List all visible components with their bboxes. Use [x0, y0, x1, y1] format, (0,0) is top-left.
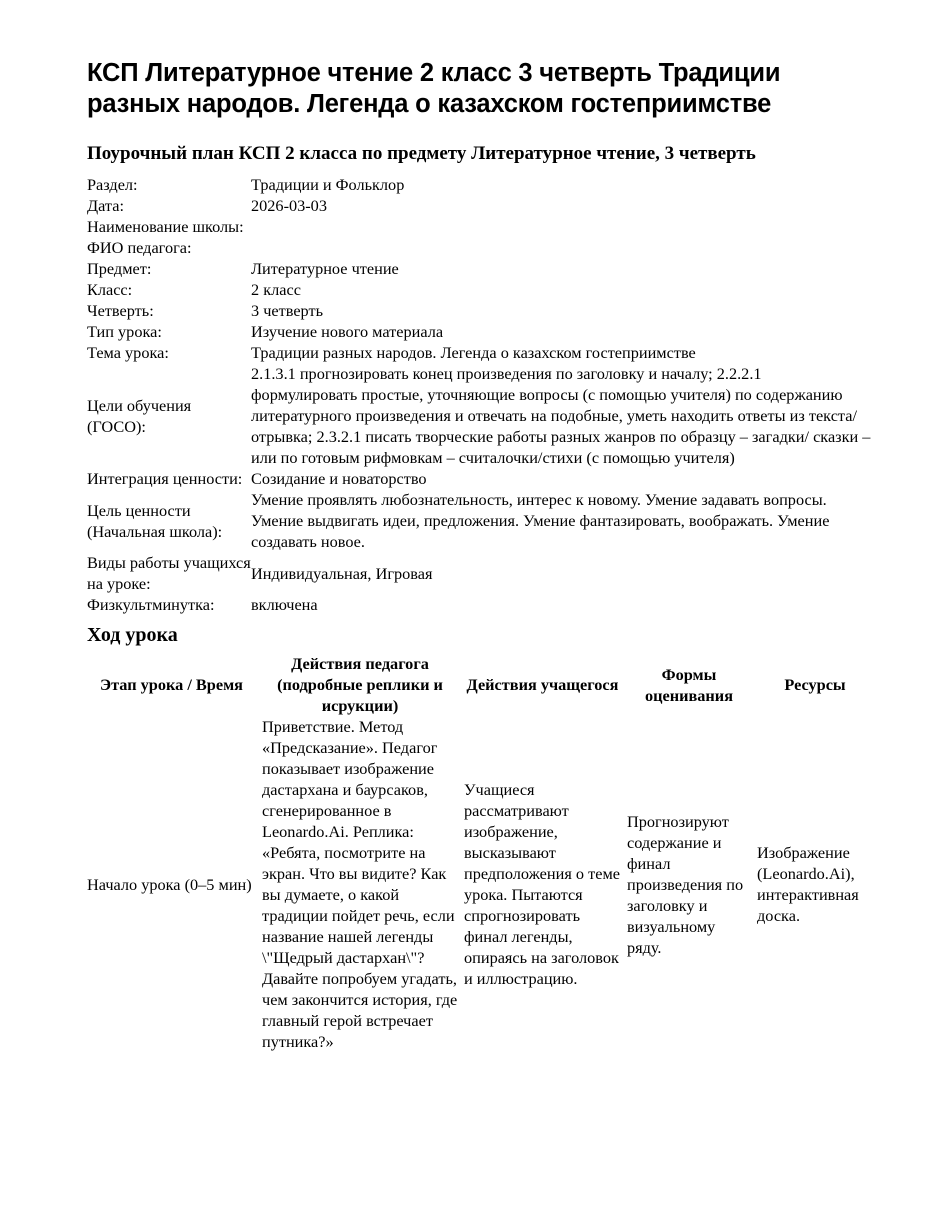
meta-row-grade — [87, 279, 871, 300]
meta-row-lesson-type — [87, 321, 871, 342]
meta-row-subject — [87, 258, 871, 279]
header-student-actions: Действия учащегося — [466, 675, 619, 694]
meta-label: Интеграция ценности: — [87, 469, 243, 488]
lesson-flow-heading: Ход урока — [87, 624, 178, 646]
meta-value: Изучение нового материала — [251, 322, 444, 341]
header-stage: Этап урока / Время — [100, 675, 243, 694]
meta-label: Тип урока: — [87, 322, 162, 341]
meta-value: Традиции разных народов. Легенда о казахском гостеприимстве — [251, 343, 696, 362]
meta-row-work-types — [87, 552, 871, 594]
meta-value: включена — [251, 595, 318, 614]
meta-row-value-integration — [87, 468, 871, 489]
meta-value: 3 четверть — [251, 301, 324, 320]
meta-row-quarter — [87, 300, 871, 321]
lesson-meta-table — [87, 174, 871, 615]
meta-label: Виды работы учащихся на уроке: — [87, 553, 251, 593]
cell-teacher-actions: Приветствие. Метод «Предсказание». Педагог показывает изображение дастархана и баурсаков, сгенерированное в Leonardo.Ai. Реплика: «Ребята, посмотрите на экран. Что вы видите? Как вы думаете, о какой традиции пойдет речь, если название нашей легенды \"Щедрый дастархан\"? Давайте попробуем угадать, чем закончится история, где главный герой встречает путника?» — [262, 717, 458, 1051]
meta-row-school — [87, 216, 871, 237]
table-row — [84, 716, 876, 1052]
meta-label: Раздел: — [87, 175, 138, 194]
meta-label: ФИО педагога: — [87, 238, 192, 257]
meta-value: Умение проявлять любознательность, интерес к новому. Умение задавать вопросы. Умение выдвигать идеи, предложения. Умение фантазировать, воображать. Умение создавать новое. — [251, 490, 830, 551]
meta-value: Традиции и Фольклор — [251, 175, 405, 194]
meta-value — [251, 237, 871, 258]
meta-label: Предмет: — [87, 259, 152, 278]
meta-value: 2026-03-03 — [251, 196, 327, 215]
meta-label: Наименование школы: — [87, 217, 244, 236]
cell-stage: Начало урока (0–5 мин) — [87, 874, 252, 894]
meta-value: Созидание и новаторство — [251, 469, 427, 488]
header-teacher-actions: Действия педагога (подробные реплики и исрукции) — [277, 654, 443, 715]
meta-label: Класс: — [87, 280, 133, 299]
meta-label: Цели обучения (ГОСО): — [87, 395, 192, 436]
meta-label: Четверть: — [87, 301, 154, 320]
meta-value: Литературное чтение — [251, 259, 399, 278]
lesson-flow-table — [84, 653, 876, 1052]
header-resources: Ресурсы — [784, 675, 846, 694]
meta-row-topic — [87, 342, 871, 363]
meta-row-date — [87, 195, 871, 216]
meta-row-teacher — [87, 237, 871, 258]
lesson-flow-header-row — [84, 653, 876, 716]
meta-label: Цель ценности (Начальная школа): — [87, 500, 223, 541]
header-assessment: Формы оценивания — [644, 664, 733, 705]
document-page — [87, 58, 877, 1052]
meta-row-value-goal — [87, 489, 871, 552]
meta-row-objectives — [87, 363, 871, 468]
meta-label: Дата: — [87, 196, 124, 215]
meta-label: Тема урока: — [87, 343, 169, 362]
meta-value — [251, 216, 871, 237]
plan-subtitle: Поурочный план КСП 2 класса по предмету Литературное чтение, 3 четверть — [87, 143, 756, 164]
document-title: КСП Литературное чтение 2 класс 3 четверть Традиции разных народов. Легенда о казахском гостеприимстве — [87, 59, 781, 118]
cell-resources: Изображение (Leonardo.Ai), интерактивная доска. — [757, 843, 859, 925]
cell-student-actions: Учащиеся рассматривают изображение, высказывают предположения о теме урока. Пытаются спрогнозировать финал легенды, опираясь на заголовок и иллюстрацию. — [464, 780, 620, 988]
meta-value: 2 класс — [251, 280, 301, 299]
meta-label: Физкультминутка: — [87, 595, 215, 614]
meta-value: Индивидуальная, Игровая — [251, 563, 433, 583]
cell-assessment: Прогнозируют содержание и финал произведения по заголовку и визуальному ряду. — [627, 811, 744, 957]
meta-row-section — [87, 174, 871, 195]
meta-row-physical-break — [87, 594, 871, 615]
meta-value: 2.1.3.1 прогнозировать конец произведения по заголовку и началу; 2.2.2.1 формулировать простые, уточняющие вопросы (с помощью учителя) по содержанию литературного произведения и отвечать на подобные, уметь находить ответы из текста/отрывка; 2.3.2.1 писать творческие работы разных жанров по образцу – загадки/ сказки – или по готовым рифмовкам – считалочки/стихи (с помощью учителя) — [251, 364, 871, 467]
